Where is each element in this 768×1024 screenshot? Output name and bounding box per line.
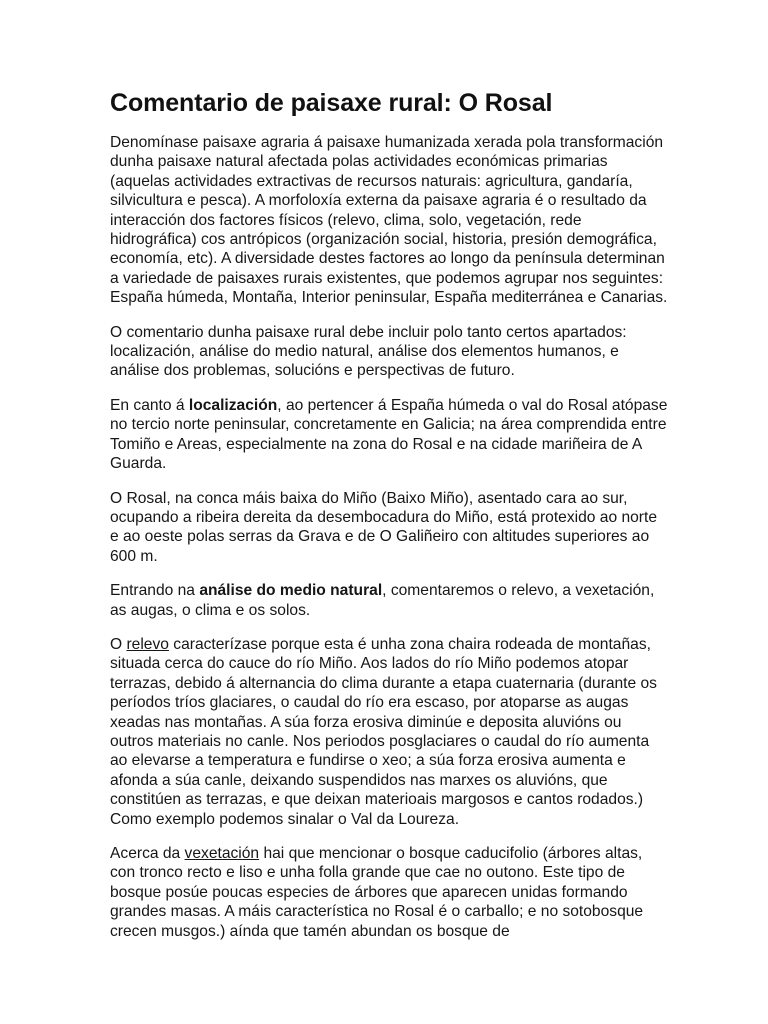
bold-term-medio-natural: análise do medio natural <box>199 582 383 600</box>
paragraph-vexetacion <box>110 844 668 941</box>
paragraph-relevo <box>110 635 668 829</box>
paragraph-text: Acerca da <box>110 845 185 862</box>
paragraph-text: O <box>110 635 127 653</box>
paragraph-sections: O comentario dunha paisaxe rural debe incluir polo tanto certos apartados: localización, análise do medio natural, análise dos elementos humanos, e análise dos problemas, solucións e perspectivas de futuro. <box>110 323 627 380</box>
paragraph-text: hai que mencionar o bosque caducifolio (árbores altas, con tronco recto e liso e unha folla grande que cae no outono. Este tipo de bosque posúe poucas especies de árbores que aparecen unidas formando grandes masas. A máis característica no Rosal é o carballo; e no sotobosque crecen musgos.) aínda que tamén abundan os bosque de <box>110 845 644 940</box>
paragraph-text: En canto á <box>110 396 189 414</box>
paragraph-medio-natural <box>110 581 668 620</box>
paragraph-text: caracterízase porque esta é unha zona chaira rodeada de montañas, situada cerca do cauce do río Miño. Aos lados do río Miño podemos atopar terrazas, debido á alternancia do clima durante a etapa cuaternaria (durante os períodos tríos glaciares, o caudal do río era escaso, por atoparse as augas xeadas nas montañas. A súa forza erosiva diminúe e deposita aluvións ou outros materiais no canle. Nos periodos posglaciares o caudal do río aumenta ao elevarse a temperatura e fundirse o xeo; a súa forza erosiva aumenta e afonda a súa canle, deixando suspendidos nas marxes os aluvións, que constitúen as terrazas, e que deixan materioais margosos e cantos rodados.) Como exemplo podemos sinalar o Val da Loureza. <box>110 635 657 828</box>
paragraph-situation: O Rosal, na conca máis baixa do Miño (Baixo Miño), asentado cara ao sur, ocupando a ribeira dereita da desembocadura do Miño, está protexido ao norte e ao oeste polas serras da Grava e de O Galiñeiro con altitudes superiores ao 600 m. <box>110 489 658 565</box>
paragraph-text: , ao pertencer á España húmeda o val do Rosal atópase no tercio norte peninsular, concretamente en Galicia; na área comprendida entre Tomiño e Areas, especialmente na zona do Rosal e na cidade mariñeira de A Guarda. <box>110 396 668 473</box>
paragraph-text: Entrando na <box>110 582 200 600</box>
paragraph-text: , comentaremos o relevo, a vexetación, as augas, o clima e os solos. <box>110 582 655 619</box>
underlined-term-vexetacion: vexetación <box>184 845 260 862</box>
document-title: Comentario de paisaxe rural: O Rosal <box>110 89 553 117</box>
paragraph-localizacion <box>110 396 668 474</box>
underlined-term-relevo: relevo <box>126 635 169 653</box>
bold-term-localizacion: localización <box>188 396 278 414</box>
paragraph-intro: Denomínase paisaxe agraria á paisaxe humanizada xerada pola transformación dunha paisaxe natural afectada polas actividades económicas primarias (aquelas actividades extractivas de recursos naturais: agricultura, gandaría, silvicultura e pesca). A morfoloxía externa da paisaxe agraria é o resultado da interacción dos factores físicos (relevo, clima, solo, vegetación, rede hidrográfica) cos antrópicos (organización social, historia, presión demográfica, economía, etc). A diversidade destes factores ao longo da península determinan a variedade de paisaxes rurais existentes, que podemos agrupar nos seguintes: España húmeda, Montaña, Interior peninsular, España mediterránea e Canarias. <box>110 134 668 307</box>
